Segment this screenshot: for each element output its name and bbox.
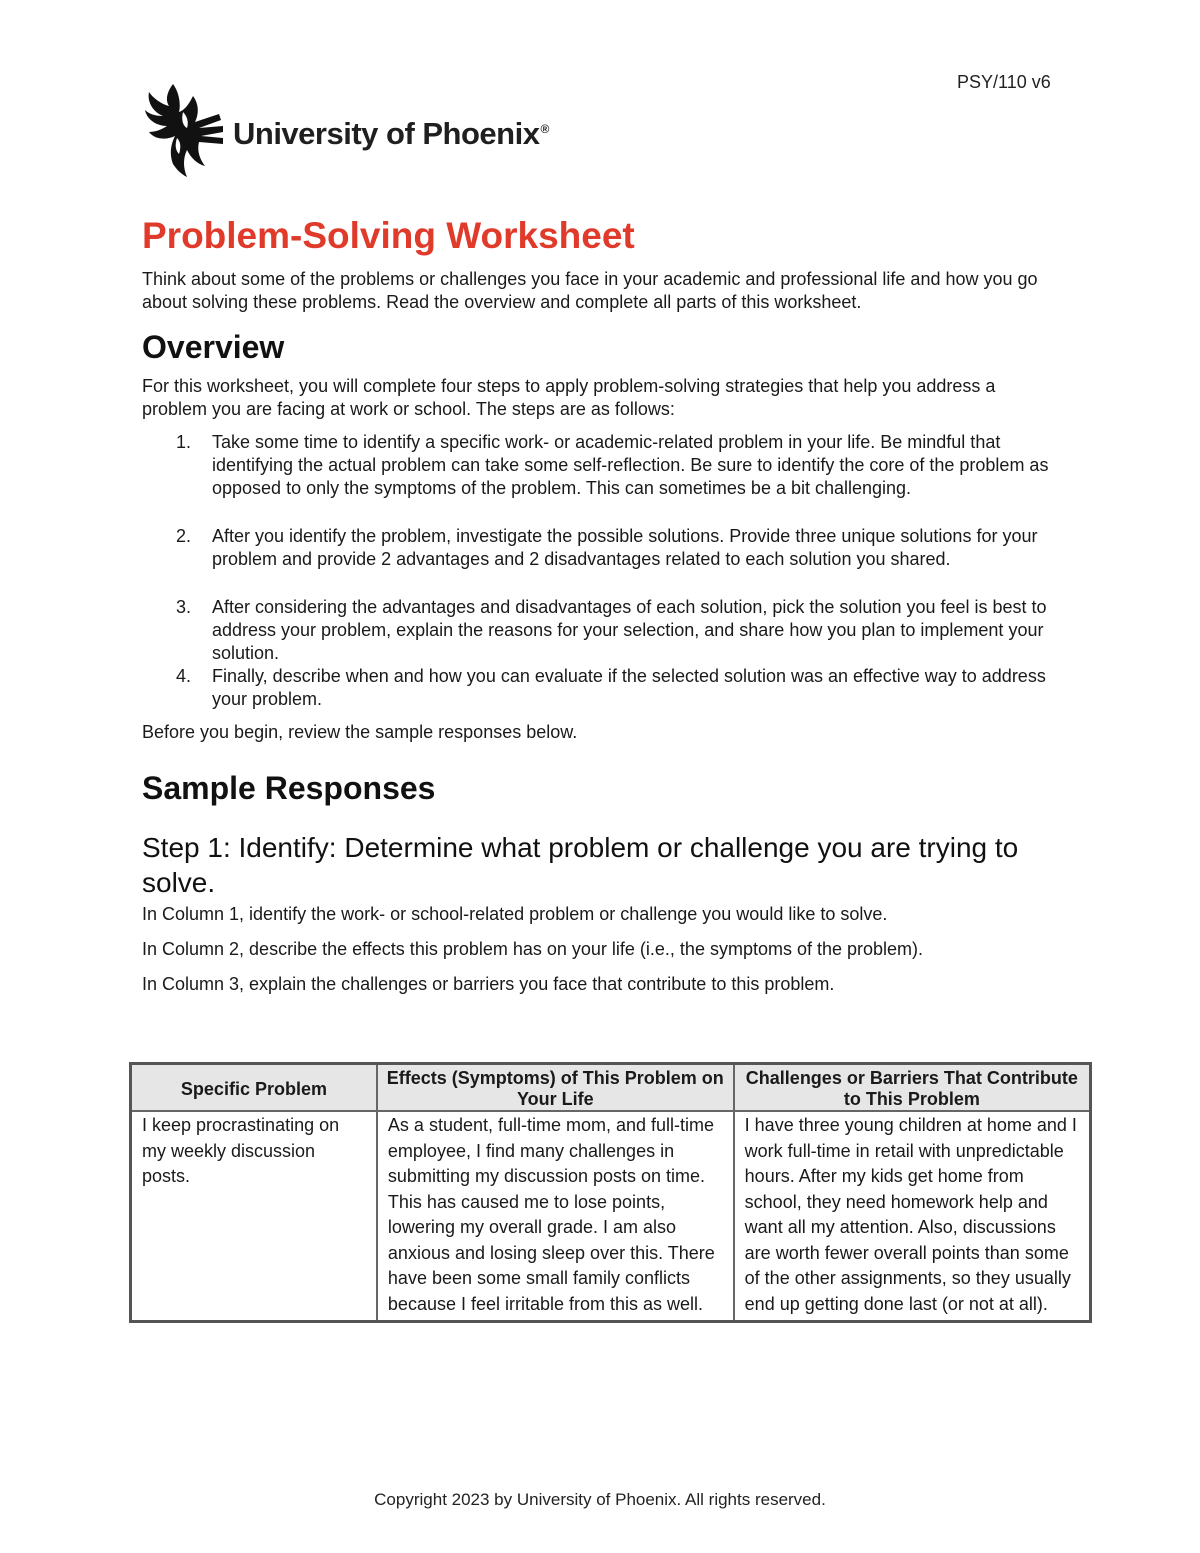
overview-text: For this worksheet, you will complete four steps to apply problem-solving strategies that help you address a problem you are facing at work or school. The steps are as follows: [142,376,996,419]
list-item: 3. After considering the advantages and disadvantages of each solution, pick the solution you feel is best to address your problem, explain the reasons for your selection, and share how you plan to implement your solution. [176,597,1047,663]
course-code: PSY/110 v6 [957,72,1051,92]
intro-text: Think about some of the problems or challenges you face in your academic and professional life and how you go about solving these problems. Read the overview and complete all parts of this worksheet. [142,269,1038,312]
sample-table [129,1062,1092,1323]
university-logo [143,82,549,178]
steps-list [142,431,1062,711]
cell-effects: As a student, full-time mom, and full-time employee, I find many challenges in submitting my discussion posts on time. This has caused me to lose points, lowering my overall grade. I am also anxious and losing sleep over this. There have been some small family conflicts because I feel irritable from this as well. [377,1111,734,1322]
logo-text: University of Phoenix® [233,116,549,151]
header-challenges: Challenges or Barriers That Contribute to This Problem [734,1064,1091,1112]
table-row [131,1111,1091,1322]
column3-instruction: In Column 3, explain the challenges or barriers you face that contribute to this problem. [142,974,835,994]
before-text: Before you begin, review the sample responses below. [142,722,578,742]
header-effects: Effects (Symptoms) of This Problem on Your Life [377,1064,734,1112]
page-title: Problem-Solving Worksheet [142,215,635,256]
phoenix-icon [143,82,225,178]
list-item: 1. Take some time to identify a specific work- or academic-related problem in your life. Be mindful that identifying the actual problem can take some self-reflection. Be sure to identify the core of the problem as opposed to only the symptoms of the problem. This can sometimes be a bit challenging. [176,432,1049,498]
worksheet-content [142,212,1062,996]
cell-challenges: I have three young children at home and I work full-time in retail with unpredictable hours. After my kids get home from school, they need homework help and want all my attention. Also, discussions are worth fewer overall points than some of the other assignments, so they usually end up getting done last (or not at all). [734,1111,1091,1322]
column2-instruction: In Column 2, describe the effects this problem has on your life (i.e., the symptoms of the problem). [142,939,924,959]
column1-instruction: In Column 1, identify the work- or school-related problem or challenge you would like to solve. [142,904,888,924]
list-item: 2. After you identify the problem, investigate the possible solutions. Provide three unique solutions for your problem and provide 2 advantages and 2 disadvantages related to each solution you shared. [176,526,1038,569]
copyright-footer: Copyright 2023 by University of Phoenix. All rights reserved. [374,1490,826,1509]
table-header-row [131,1064,1091,1112]
cell-specific-problem: I keep procrastinating on my weekly discussion posts. [131,1111,377,1322]
sample-responses-heading: Sample Responses [142,770,436,806]
header-specific-problem: Specific Problem [131,1064,377,1112]
step1-heading: Step 1: Identify: Determine what problem or challenge you are trying to solve. [142,832,1019,898]
list-item: 4. Finally, describe when and how you can evaluate if the selected solution was an effective way to address your problem. [176,666,1046,709]
overview-heading: Overview [142,329,285,365]
